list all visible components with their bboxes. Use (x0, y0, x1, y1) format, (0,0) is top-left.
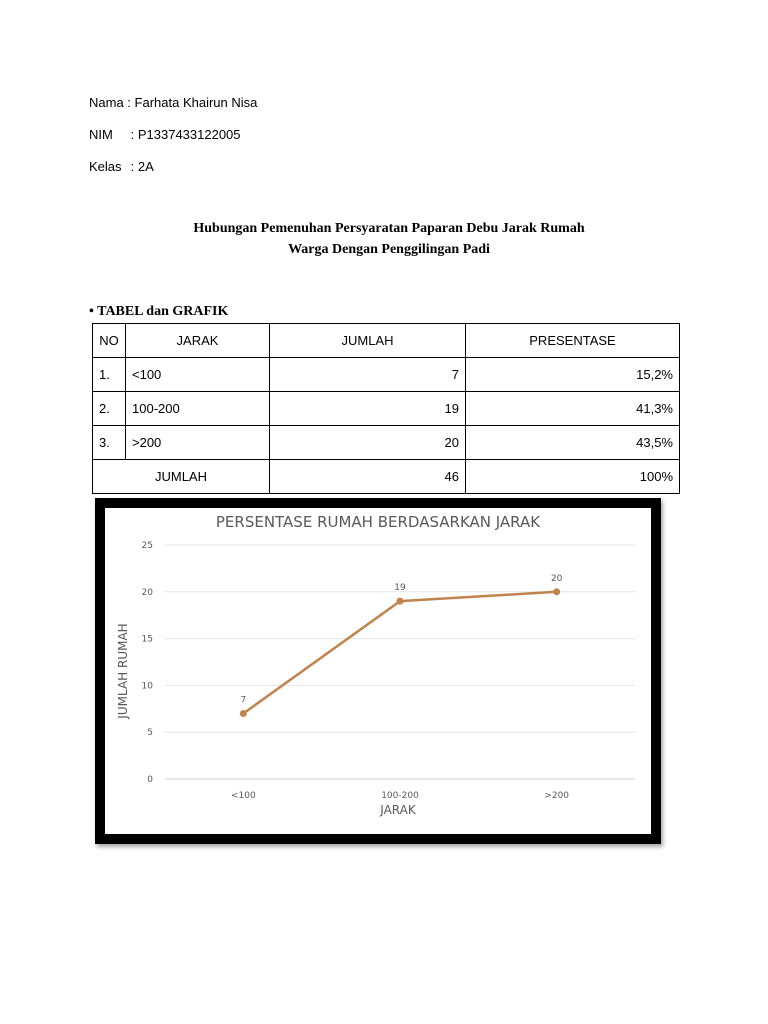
cell-jarak: 100-200 (126, 392, 270, 426)
total-jumlah: 46 (270, 460, 466, 494)
y-tick-label: 5 (147, 728, 153, 739)
cell-jumlah: 20 (270, 426, 466, 460)
cell-jarak: <100 (126, 358, 270, 392)
table-total-row (93, 460, 680, 494)
cell-no: 3. (93, 426, 126, 460)
table-row (93, 358, 680, 392)
name-value: Farhata Khairun Nisa (134, 95, 258, 110)
document-title-line-1: Hubungan Pemenuhan Persyaratan Paparan Debu Jarak Rumah (193, 221, 585, 236)
document-title-line-2: Warga Dengan Penggilingan Padi (288, 242, 490, 257)
y-tick-label: 10 (141, 681, 153, 692)
y-tick-label: 0 (147, 775, 153, 785)
chart-area (105, 508, 651, 834)
cell-presentase: 41,3% (466, 392, 680, 426)
cell-no: 1. (93, 358, 126, 392)
chart-frame (95, 498, 661, 844)
x-tick-label: <100 (230, 791, 256, 801)
y-tick-label: 15 (141, 634, 153, 645)
section-heading: • TABEL dan GRAFIK (89, 304, 229, 319)
table-row (93, 426, 680, 460)
data-point (553, 588, 560, 595)
data-point (240, 710, 247, 717)
y-tick-label: 25 (141, 541, 153, 551)
student-name-line (89, 95, 257, 110)
data-table (92, 323, 680, 494)
table-row (93, 392, 680, 426)
total-presentase: 100% (466, 460, 680, 494)
cell-jarak: >200 (126, 426, 270, 460)
nim-value: : P1337433122005 (130, 127, 241, 142)
data-label: 7 (240, 695, 247, 706)
line-chart (105, 508, 651, 834)
student-class-line (89, 159, 154, 174)
cell-jumlah: 7 (270, 358, 466, 392)
header-jarak: JARAK (126, 324, 270, 358)
header-no: NO (93, 324, 126, 358)
total-label: JUMLAH (93, 460, 270, 494)
chart-title: PERSENTASE RUMAH BERDASARKAN JARAK (215, 513, 541, 531)
nim-label: NIM (89, 127, 113, 142)
name-label: Nama : (89, 95, 131, 110)
class-value: : 2A (130, 159, 154, 174)
x-tick-label: 100-200 (381, 791, 419, 801)
cell-presentase: 15,2% (466, 358, 680, 392)
data-label: 20 (550, 573, 563, 584)
student-nim-line (89, 127, 241, 142)
cell-jumlah: 19 (270, 392, 466, 426)
x-axis-label: JARAK (380, 803, 416, 817)
header-jumlah: JUMLAH (270, 324, 466, 358)
class-label: Kelas (89, 159, 122, 174)
data-label: 19 (394, 583, 406, 594)
cell-presentase: 43,5% (466, 426, 680, 460)
y-axis-label: JUMLAH RUMAH (116, 623, 130, 719)
data-point (397, 598, 404, 605)
series-line (243, 592, 556, 714)
y-tick-label: 20 (141, 587, 153, 598)
table-header-row (93, 324, 680, 358)
header-presentase: PRESENTASE (466, 324, 680, 358)
x-tick-label: >200 (544, 791, 570, 801)
cell-no: 2. (93, 392, 126, 426)
